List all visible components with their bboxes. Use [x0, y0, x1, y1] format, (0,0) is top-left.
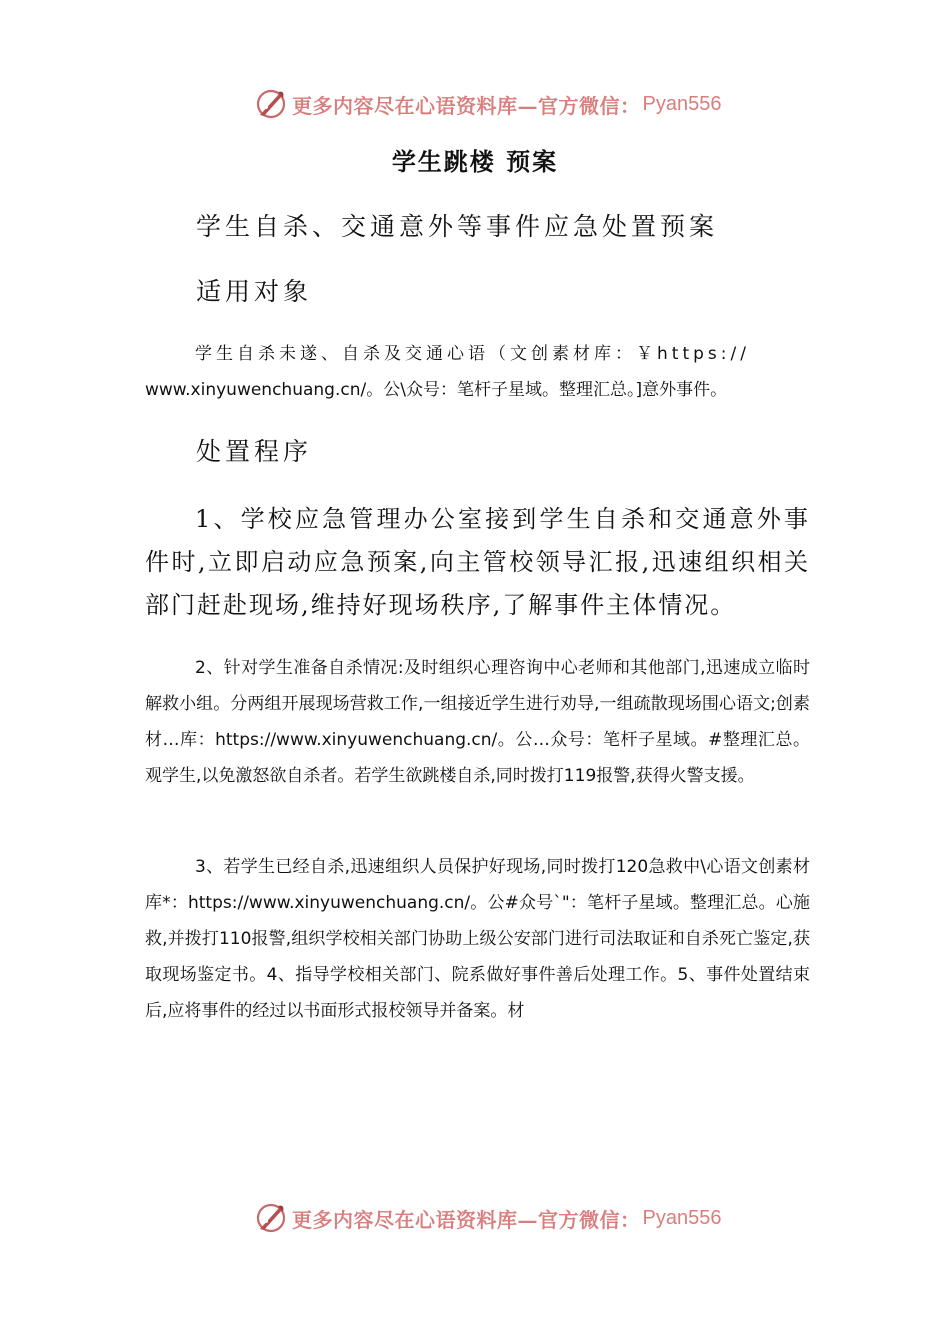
procedure-step-2: 2、针对学生准备自杀情况:及时组织心理咨询中心老师和其他部门,迅速成立临时解救小组。分两组开展现场营救工作,一组接近学生进行劝导,一组疏散现场围心语文;创素材…库：https://www.xinyuwenchuang.cn/。公…众号：笔杆子星域。#整理汇总。观学生,以免激怒欲自杀者。若学生欲跳楼自杀,同时拨打119报警,获得火警支援。 — [145, 658, 810, 786]
document-title: 学生跳楼 预案 — [391, 148, 559, 176]
banner-contact: Pyan556 — [642, 1206, 722, 1229]
scope-paragraph-line1: 学生自杀未遂、自杀及交通心语（文创素材库：￥https:// — [195, 344, 750, 364]
procedure-step-1: 1、学校应急管理办公室接到学生自杀和交通意外事件时,立即启动应急预案,向主管校领导汇报,迅速组织相关部门赶赴现场,维持好现场秩序,了解事件主体情况。 — [145, 505, 810, 619]
banner-text: 更多内容尽在心语资料库—官方微信： — [292, 93, 641, 118]
scope-paragraph-line2: www.xinyuwenchuang.cn/。公\众号：笔杆子星域。整理汇总。]意外事件。 — [145, 380, 728, 400]
procedure-heading: 处置程序 — [196, 437, 313, 466]
header-banner — [0, 84, 950, 124]
footer-banner — [0, 1204, 950, 1234]
banner-contact: Pyan556 — [642, 92, 722, 115]
document-subtitle: 学生自杀、交通意外等事件应急处置预案 — [196, 212, 719, 241]
procedure-step-3: 3、若学生已经自杀,迅速组织人员保护好现场,同时拨打120急救中\心语文创素材库*：https://www.xinyuwenchuang.cn/。公#众号`"：笔杆子星域。整理汇总。心施救,并拨打110报警,组织学校相关部门协助上级公安部门进行司法取证和自杀死亡鉴定,获取现场鉴定书。4、指导学校相关部门、院系做好事件善后处理工作。5、事件处置结束后,应将事件的经过以书面形式报校领导并备案。材 — [145, 857, 810, 1021]
quill-pen-icon — [254, 87, 288, 121]
quill-pen-icon — [254, 1204, 288, 1234]
scope-heading: 适用对象 — [196, 277, 313, 306]
banner-text: 更多内容尽在心语资料库—官方微信： — [292, 1207, 641, 1232]
